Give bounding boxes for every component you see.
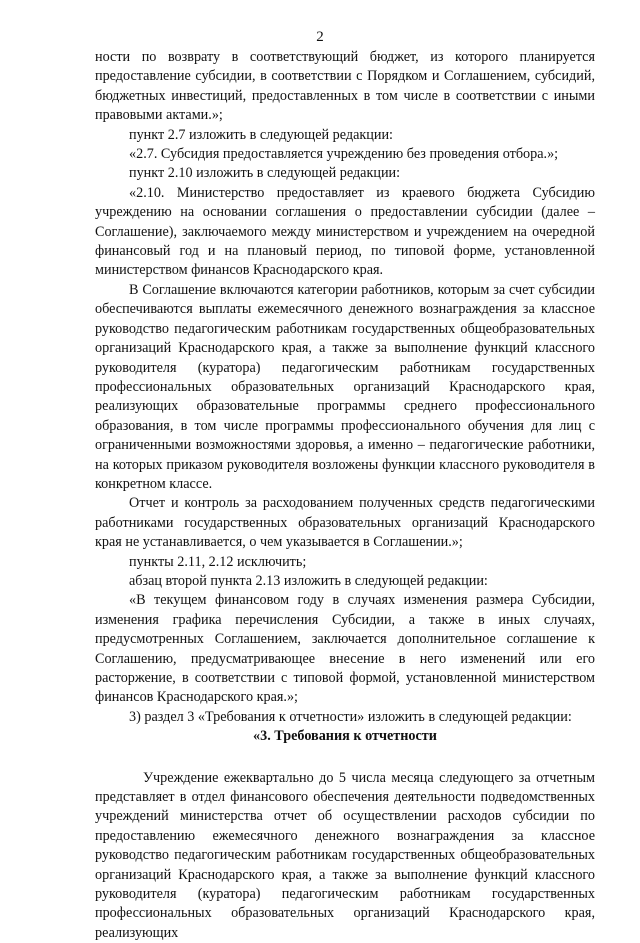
paragraph-item-2-10-text: «2.10. Министерство предоставляет из краевого бюджета Субсидию учреждению на основании соглашения о предоставлении субсидии (далее – Соглашение), заключаемого между министерством и учреждением на очередной финансовый год и на плановый период, по типовой форме, установленной министерством финансов Краснодарского края. — [95, 184, 595, 279]
paragraph-item-2-10-intro: пункт 2.10 изложить в следующей редакции: — [129, 165, 401, 182]
paragraph-section-3-intro: 3) раздел 3 «Требования к отчетности» изложить в следующей редакции: — [129, 708, 572, 725]
section-heading: «3. Требования к отчетности — [253, 728, 437, 745]
blank-line — [95, 747, 595, 769]
paragraph-item-2-13-text: «В текущем финансовом году в случаях изменения размера Субсидии, изменения графика перечисления Субсидии, а также в иных случаях, предусмотренных Соглашением, заключается дополнительное соглашение к Соглашению, предусматривающее внесение в него изменений или его расторжение, в соответствии с типовой формой, установленной министерством финансов Краснодарского края.»; — [95, 592, 595, 706]
paragraph-item-2-7-text: «2.7. Субсидия предоставляется учреждению без проведения отбора.»; — [129, 146, 559, 163]
paragraph-item-2-7-intro: пункт 2.7 изложить в следующей редакции: — [129, 126, 393, 143]
paragraph-items-excluded: пункты 2.11, 2.12 исключить; — [129, 553, 307, 570]
paragraph-continuation: ности по возврату в соответствующий бюджет, из которого планируется предоставление субсидии, в соответствии с Порядком и Соглашением, субсидий, бюджетных инвестиций, предоставленных в том числе в соответствии с иными правовыми актами.»; — [95, 49, 595, 124]
document-body — [95, 48, 595, 943]
paragraph-item-2-13-intro: абзац второй пункта 2.13 изложить в следующей редакции: — [129, 572, 488, 589]
page-number: 2 — [316, 29, 324, 45]
paragraph-agreement-categories: В Соглашение включаются категории работников, которым за счет субсидии обеспечиваются выплаты ежемесячного денежного вознаграждения за классное руководство педагогическим работникам государственных общеобразовательных организаций Краснодарского края, а также за выполнение функций классного руководителя (куратора) педагогическим работникам государственных профессиональных образовательных организаций Краснодарского края, реализующих образовательные программы среднего профессионального образования, в том числе программы профессионального обучения для лиц с ограниченными возможностями здоровья, а именно – педагогические работники, на которых приказом руководителя возложены функции классного руководителя в конкретном классе. — [95, 281, 595, 492]
paragraph-reporting: Учреждение ежеквартально до 5 числа месяца следующего за отчетным представляет в отдел финансового обеспечения деятельности подведомственных учреждений министерства отчет об осуществлении расходов субсидии по предоставлению ежемесячного денежного вознаграждения за классное руководство педагогическим работникам государственных общеобразовательных организаций Краснодарского края, а также за выполнение функций классного руководителя (куратора) педагогическим работникам государственных профессиональных образовательных организаций Краснодарского края, реализующих — [95, 769, 595, 941]
paragraph-report-control: Отчет и контроль за расходованием полученных средств педагогическими работниками государственных образовательных организаций Краснодарского края не устанавливается, о чем указывается в Соглашении.»; — [95, 495, 595, 551]
